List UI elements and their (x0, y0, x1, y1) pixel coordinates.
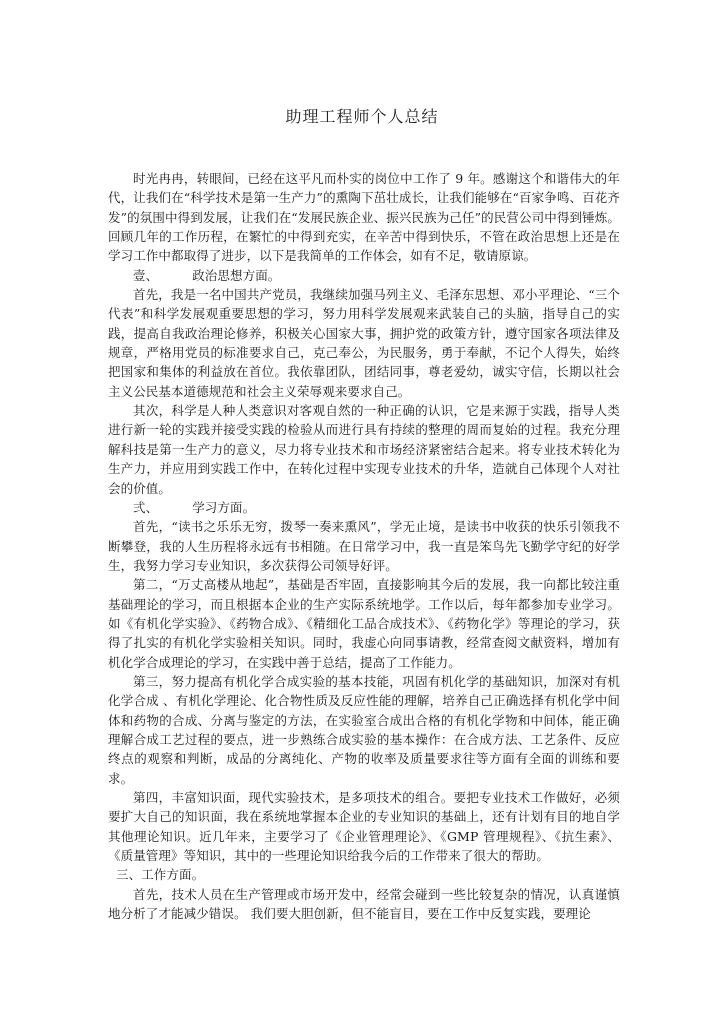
body-paragraph: 第三，努力提高有机化学合成实验的基本技能，巩固有机化学的基础知识，加深对有机化学合成 、有机化学理论、化合物性质及反应性能的理解，培养自己正确选择有机化学中间体和药物的合成、分离与鉴定的方法，在实验室合成出合格的有机化学物和中间体，能正确理解合成工艺过程的要点，进一步熟练合成实验的基本操作：在合成方法、工艺条件、反应终点的观察和判断，成品的分离纯化、产物的收率及质量要求往等方面有全面的训练和要求。 (108, 673, 620, 786)
document-title: 助理工程师个人总结 (285, 107, 439, 126)
body-paragraph: 其次，科学是人种人类意识对客观自然的一种正确的认识，它是来源于实践，指导人类进行新一轮的实践并接受实践的检验从而进行具有持续的整理的周而复始的过程。我充分理解科技是第一生产力的意义，尽力将专业技术和市场经济紧密结合起来。将专业技术转化为生产力，并应用到实践工作中，在转化过程中实现专业技术的升华，造就自己体现个人对社会的价值。 (108, 403, 620, 496)
section-heading (108, 266, 620, 285)
body-paragraph: 首先，技术人员在生产管理或市场开发中，经常会碰到一些比较复杂的情况，认真谨慎地分析了才能减少错误。 我们要大胆创新，但不能盲目，要在工作中反复实践，要理论 (108, 886, 620, 922)
body-paragraph: 第四，丰富知识面，现代实验技术，是多项技术的组合。要把专业技术工作做好，必须要扩大自己的知识面，我在系统地掌握本企业的专业知识的基础上，还有计划有目的地自学其他理论知识。近几年来，主要学习了《企业管理理论》、《GMP 管理规程》、《抗生素》、《质量管理》等知识，其中的一些理论知识给我今后的工作带来了很大的帮助。 (108, 790, 620, 864)
document-body (108, 169, 620, 923)
body-paragraph: 首先，我是一名中国共产党员，我继续加强马列主义、毛泽东思想、邓小平理论、“三个代表”和科学发展观重要思想的学习，努力用科学发展观来武装自己的头脑，指导自己的实践，提高自我政治理论修养，积极关心国家大事，拥护党的政策方针，遵守国家各项法律及规章，严格用党员的标准要求自己，克己奉公，为民服务，勇于奉献，不记个人得失，始终把国家和集体的利益放在首位。我依靠团队，团结同事，尊老爱幼，诚实守信，长期以社会主义公民基本道德规范和社会主义荣辱观来要求自己。 (108, 287, 620, 399)
body-paragraph: 时光冉冉，转眼间，已经在这平凡而朴实的岗位中工作了 9 年。感谢这个和谐伟大的年代，让我们在“科学技术是第一生产力”的熏陶下茁壮成长，让我们能够在“百家争鸣、百花齐发”的氛围中得到发展，让我们在“发展民族企业、振兴民族为己任”的民营公司中得到锤炼。回顾几年的工作历程，在繁忙的中得到充实，在辛苦中得到快乐，不管在政治思想上还是在学习工作中都取得了进步，以下是我简单的工作体会，如有不足，敬请原谅。 (108, 171, 620, 264)
section-heading-text: 学习方面。 (192, 499, 256, 515)
section-heading: 三、工作方面。 (116, 867, 205, 883)
body-paragraph: 首先，“读书之乐乐无穷，拨琴一奏来熏风”，学无止境，是读书中收获的快乐引领我不断攀登，我的人生历程将永远有书相随。在日常学习中，我一直是笨鸟先飞勤学守纪的好学生，我努力学习专业知识，多次获得公司领导好评。 (108, 519, 620, 573)
section-heading (108, 498, 620, 517)
section-heading-text: 政治思想方面。 (192, 267, 281, 283)
section-number: 壹、 (133, 267, 159, 283)
section-number: 弍、 (133, 499, 159, 515)
body-paragraph: 第二，“万丈高楼从地起”，基础是否牢固，直接影响其今后的发展，我一向都比较注重基础理论的学习，而且根据本企业的生产实际系统地学。工作以后，每年都参加专业学习。如《有机化学实验》、《药物合成》、《精细化工品合成技术》、《药物化学》等理论的学习，获得了扎实的有机化学实验相关知识。同时，我虚心向同事请教，经常查阅文献资料，增加有机化学合成理论的学习，在实践中善于总结，提高了工作能力。 (108, 577, 620, 670)
